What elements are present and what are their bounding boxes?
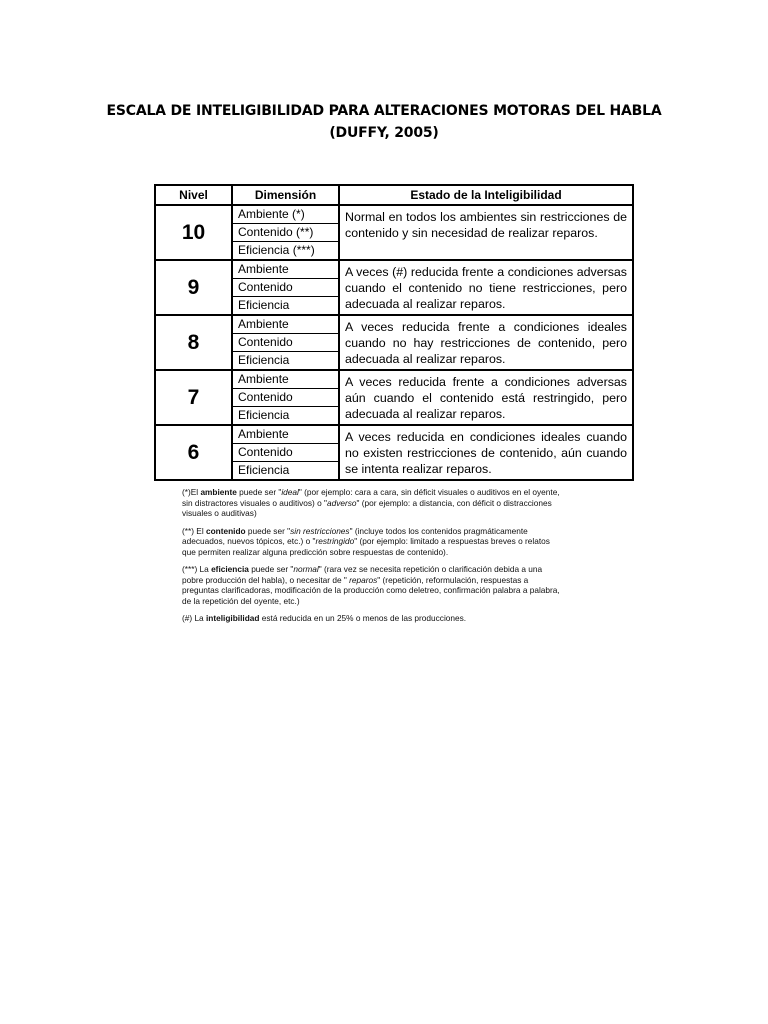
dimension-cell: Ambiente: [232, 370, 339, 389]
table-row: [155, 425, 633, 444]
dimension-cell: Eficiencia: [232, 297, 339, 316]
dimension-cell: Ambiente (*): [232, 205, 339, 224]
footnote-text: " (por ejemplo: a distancia, con déficit o distracciones visuales o auditivas): [182, 497, 552, 518]
intelligibility-state: A veces reducida en condiciones ideales cuando no existen restricciones de contenido, aún cuando se intenta realizar reparos.: [339, 425, 633, 480]
dimension-cell: Ambiente: [232, 260, 339, 279]
level-number: 10: [155, 205, 232, 260]
intelligibility-state: A veces reducida frente a condiciones adversas aún cuando el contenido está restringido, pero adecuada al realizar reparos.: [339, 370, 633, 425]
table-header-row: [155, 185, 633, 205]
dimension-cell: Contenido: [232, 444, 339, 462]
footnote-quote: normal: [293, 564, 319, 574]
footnote-text: (***) La: [182, 564, 212, 574]
footnote-inteligibilidad: [182, 613, 560, 624]
footnote-term: eficiencia: [211, 564, 249, 574]
table-row: [155, 315, 633, 334]
document-title: [0, 100, 768, 144]
intelligibility-state: A veces reducida frente a condiciones ideales cuando no hay restricciones de contenido, pero adecuada al realizar reparos.: [339, 315, 633, 370]
header-nivel: Nivel: [155, 185, 232, 205]
dimension-cell: Ambiente: [232, 425, 339, 444]
footnote-text: " (repetición, reformulación, respuestas a preguntas clarificadoras, modificación de la producción como deletreo, confirmación palabra a palabra, de la repetición del oyente, etc.): [182, 574, 560, 606]
header-estado: Estado de la Inteligibilidad: [339, 185, 633, 205]
level-number: 6: [155, 425, 232, 480]
dimension-cell: Contenido: [232, 389, 339, 407]
dimension-cell: Eficiencia (***): [232, 242, 339, 261]
table-row: [155, 370, 633, 389]
footnote-quote: sin restricciones: [290, 525, 350, 536]
footnote-quote: reparos: [349, 574, 378, 585]
footnote-quote: ideal: [281, 487, 299, 497]
footnote-text: (*)El: [182, 487, 201, 497]
table-row: [155, 205, 633, 224]
level-number: 8: [155, 315, 232, 370]
footnotes: [182, 487, 560, 631]
footnote-term: inteligibilidad: [205, 613, 260, 623]
dimension-cell: Eficiencia: [232, 352, 339, 371]
footnote-quote: restringido: [315, 536, 355, 546]
level-number: 9: [155, 260, 232, 315]
footnote-contenido: [182, 526, 560, 558]
dimension-cell: Eficiencia: [232, 407, 339, 426]
intelligibility-scale-table: [154, 184, 634, 481]
footnote-term: ambiente: [200, 487, 237, 497]
header-dimension: Dimensión: [232, 185, 339, 205]
intelligibility-state: A veces (#) reducida frente a condiciones adversas cuando el contenido no tiene restricciones, pero adecuada al realizar reparos.: [339, 260, 633, 315]
footnote-text: (#) La: [182, 613, 206, 623]
title-line-2: (DUFFY, 2005): [329, 125, 439, 141]
footnote-text: " (por ejemplo: cara a cara, sin déficit visuales o auditivos en el oyente, sin distractores visuales o auditivos) o ": [182, 487, 560, 508]
footnote-text: puede ser ": [248, 564, 294, 574]
table-row: [155, 260, 633, 279]
level-number: 7: [155, 370, 232, 425]
title-line-1: ESCALA DE INTELIGIBILIDAD PARA ALTERACIONES MOTORAS DEL HABLA: [106, 103, 662, 119]
footnote-text: " (por ejemplo: limitado a respuestas breves o relatos que permiten realizar alguna predicción sobre respuestas de contenido).: [182, 536, 550, 557]
footnote-text: " (incluye todos los contenidos pragmáticamente adecuados, nuevos tópicos, etc.) o ": [182, 525, 528, 546]
dimension-cell: Contenido: [232, 279, 339, 297]
dimension-cell: Ambiente: [232, 315, 339, 334]
footnote-text: " (rara vez se necesita repetición o clarificación debida a una pobre producción del habla), o necesitar de ": [182, 564, 543, 585]
footnote-text: puede ser ": [236, 487, 282, 497]
intelligibility-state: Normal en todos los ambientes sin restricciones de contenido y sin necesidad de realizar reparos.: [339, 205, 633, 260]
footnote-text: (**) El: [182, 525, 206, 536]
dimension-cell: Contenido: [232, 334, 339, 352]
footnote-ambiente: [182, 487, 560, 519]
dimension-cell: Contenido (**): [232, 224, 339, 242]
footnote-quote: adverso: [326, 497, 357, 508]
footnote-text: está reducida en un 25% o menos de las producciones.: [259, 613, 467, 623]
footnote-eficiencia: [182, 564, 560, 606]
dimension-cell: Eficiencia: [232, 462, 339, 481]
footnote-text: puede ser ": [245, 525, 291, 536]
footnote-term: contenido: [205, 525, 246, 536]
